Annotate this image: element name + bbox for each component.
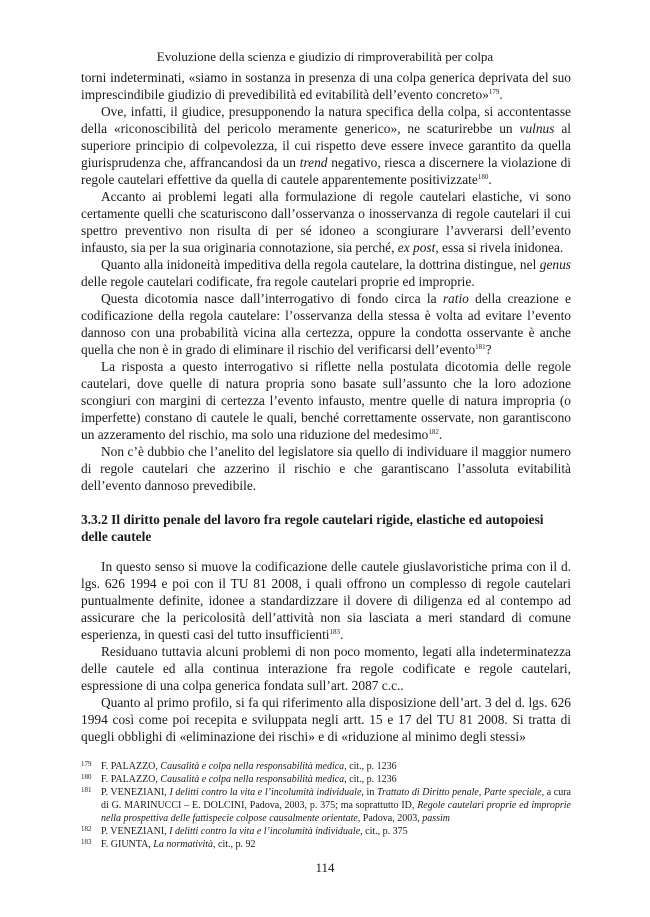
text-run: . <box>340 627 344 642</box>
text-run: al superiore principio di colpevolezza, il cui rispetto deve essere invece garantito da quella giurisprudenza che, affrancandosi da un <box>81 121 572 170</box>
text-run: , Padova, 2003, <box>357 813 423 824</box>
text-run: Quanto al primo profilo, si fa qui riferimento alla disposizione dell’art. 3 del d. lgs. 626 1994 così come poi recepita e sviluppata negli artt. 15 e 17 del TU 81 2008. Si tratta di quegli obblighi di «eliminazione dei rischi» e di «riduzione al minimo degli stessi» <box>81 695 571 744</box>
footnote-ref[interactable]: 179 <box>488 88 500 96</box>
text-run: F. PALAZZO, <box>101 774 161 785</box>
footnote: 182 P. VENEZIANI, I delitti contro la vita e l’incolumità individuale, cit., p. 375 <box>81 825 408 837</box>
text-run: Quanto alla inidoneità impeditiva della regola cautelare, la dottrina distingue, nel <box>101 257 540 272</box>
paragraph <box>81 694 571 745</box>
footnote-ref[interactable]: 180 <box>477 173 489 181</box>
italic-run: trend <box>299 155 328 170</box>
paragraph <box>81 443 571 494</box>
footnote: 180 F. PALAZZO, Causalità e colpa nella responsabilità medica, cit., p. 1236 <box>81 773 397 785</box>
text-run: F. PALAZZO, <box>101 761 161 772</box>
running-head: Evoluzione della scienza e giudizio di rimproverabilità per colpa <box>156 49 494 64</box>
paragraph <box>81 69 571 103</box>
paragraph <box>81 358 571 443</box>
text-run: Residuano tuttavia alcuni problemi di non poco momento, legati alla indeterminatezza delle cautele ed alla continua interazione fra regole codificate e regole cautelari, espressione di una colpa generica fondata sull’art. 2087 c.c.. <box>81 644 571 693</box>
footnote: 181 P. VENEZIANI, I delitti contro la vita e l’incolumità individuale, in Trattato di Diritto penale, Parte speciale, a cura di G. MARINUCCI – E. DOLCINI, Padova, 2003, p. 375; ma soprattutto ID, Regole cautelari proprie ed improprie nella prospettiva delle fattispecie colpose causalmente orientate, Padova, 2003, passim <box>81 786 571 824</box>
text-run: . <box>488 172 492 187</box>
italic-run: vulnus <box>519 121 555 136</box>
text-run: , cit., p. 1236 <box>344 761 397 772</box>
section-title: 3.3.2 Il diritto penale del lavoro fra regole cautelari rigide, elastiche ed autopoiesi delle cautele <box>81 512 544 544</box>
italic-run: Regole cautelari proprie ed improprie nella prospettiva delle fattispecie colpose causalmente orientate <box>101 800 571 824</box>
italic-run: Causalità e colpa nella responsabilità medica <box>160 761 345 772</box>
paragraph <box>81 558 571 643</box>
text-run: , essa si rivela inidonea. <box>435 240 564 255</box>
text-run: , in <box>361 787 377 798</box>
italic-run: I delitti contro la vita e l’incolumità individuale <box>169 787 362 798</box>
paragraph <box>81 188 571 256</box>
italic-run: ratio <box>442 291 469 306</box>
footnote-ref[interactable]: 181 <box>475 343 486 351</box>
text-run: Non c’è dubbio che l’anelito del legislatore sia quello di individuare il maggior numero di regole cautelari che azzerino il rischio e che garantiscano l’assoluta evitabilità dell’evento dannoso prevedibile. <box>81 444 571 493</box>
footnote: 183 F. GIUNTA, La normatività, cit., p. 92 <box>81 838 256 850</box>
footnote: 179 F. PALAZZO, Causalità e colpa nella responsabilità medica, cit., p. 1236 <box>81 760 397 772</box>
text-run: delle regole cautelari codificate, fra regole cautelari proprie ed improprie. <box>81 274 475 289</box>
footnotes <box>81 760 571 851</box>
text-run: F. GIUNTA, <box>101 839 154 850</box>
text-run: Accanto ai problemi legati alla formulazione di regole cautelari elastiche, vi sono certamente quelli che scaturiscono dall’osservanza o inosservanza di regole cautelari il cui spettro preventivo non risulta di per sé idoneo a scongiurare l’avverarsi dell’evento infausto, sia per la sua originaria connotazione, sia perché, <box>81 189 571 255</box>
text-run: Questa dicotomia nasce dall’interrogativo di fondo circa la <box>101 291 443 306</box>
italic-run: La normatività <box>153 839 214 850</box>
italic-run: genus <box>539 257 571 272</box>
text-run: , cit., p. 1236 <box>344 774 397 785</box>
italic-run: I delitti contro la vita e l’incolumità individuale <box>169 826 361 837</box>
text-run: negativo, riesca a discernere la violazione di regole cautelari effettive da quella di cautele apparentemente positivizzate <box>81 155 571 187</box>
paragraphs-after-section <box>81 558 571 745</box>
text-run: P. VENEZIANI, <box>101 826 170 837</box>
paragraph <box>81 290 571 358</box>
paragraph <box>81 256 571 290</box>
text-run: . <box>438 427 443 442</box>
text-run: P. VENEZIANI, <box>101 787 170 798</box>
main-text <box>81 69 571 745</box>
page-number: 114 <box>315 860 335 875</box>
italic-run: Causalità e colpa nella responsabilità medica <box>160 774 345 785</box>
text-run: della creazione e codificazione della regola cautelare: l’osservanza della stessa è volta ad evitare l’evento dannoso con una probabilità vicina alla certezza, oppure la condotta osservante è anche quella che non è in grado di eliminare il rischio del verificarsi dell’evento <box>81 291 571 357</box>
text-run: ? <box>485 342 492 357</box>
text-run: Ove, infatti, il giudice, presupponendo la natura specifica della colpa, si accontentasse della «riconoscibilità del pericolo meramente generico», ne scaturirebbe un <box>81 104 571 136</box>
text-run: La risposta a questo interrogativo si riflette nella postulata dicotomia delle regole cautelari, dove quelle di natura propria sono basate sull’assunto che la loro adozione scongiuri con margini di certezza l’evento infausto, mentre quelle di natura impropria (o imperfette) constano di cautele le quali, benché correttamente osservate, non garantiscono un azzeramento del rischio, ma solo una riduzione del medesimo <box>81 359 571 442</box>
text-run: , cit., p. 92 <box>213 839 256 850</box>
text-run: torni indeterminati, «siamo in sostanza in presenza di una colpa generica deprivata del suo imprescindibile giudizio di prevedibilità ed evitabilità dell’evento concreto» <box>81 70 571 102</box>
italic-run: ex post <box>397 240 436 255</box>
text-run: In questo senso si muove la codificazione delle cautele giuslavoristiche prima con il d. lgs. 626 1994 e poi con il TU 81 2008, i quali offrono un complesso di regole cautelari puntualmente definite, idonee a standardizzare il dovere di diligenza ed al contempo ad assicurare che la pericolosità dell’attività non sia lasciata a meri standard di comune esperienza, in questi casi del tutto insufficienti <box>81 559 571 642</box>
footnote-ref[interactable]: 183 <box>329 628 341 636</box>
paragraphs-before-section <box>81 69 571 494</box>
italic-run: Trattato di Diritto penale, Parte speciale <box>376 787 542 798</box>
text-run: , cit., p. 375 <box>360 826 408 837</box>
footnote-ref[interactable]: 182 <box>428 428 439 436</box>
paragraph <box>81 643 571 694</box>
italic-run: passim <box>422 813 451 824</box>
text-run: , a cura di G. MARINUCCI – E. DOLCINI, Padova, 2003, p. 375; ma soprattutto ID, <box>101 787 571 811</box>
paragraph <box>81 103 571 188</box>
text-run: . <box>499 87 503 102</box>
